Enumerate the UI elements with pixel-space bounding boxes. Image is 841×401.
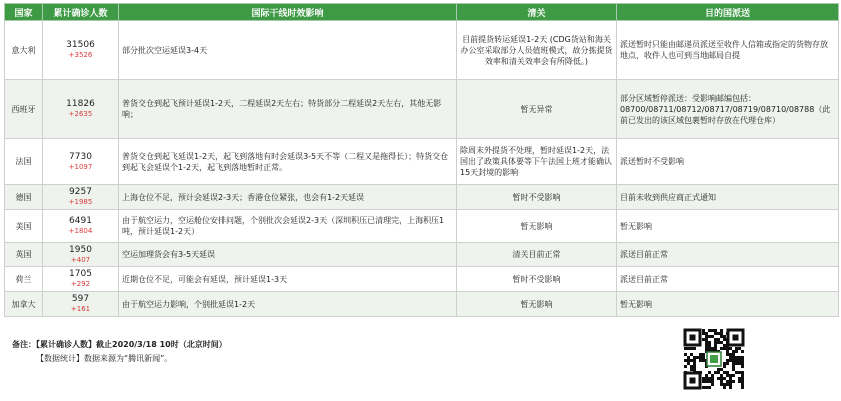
footnote-cases: 备注：【累计确诊人数】截止2020/3/18 10时（北京时间） xyxy=(12,340,227,349)
qr-module xyxy=(708,335,711,338)
qr-module xyxy=(729,359,732,362)
qr-module xyxy=(687,359,690,362)
qr-module xyxy=(720,368,723,371)
qr-module xyxy=(723,335,726,338)
new-cases: +407 xyxy=(70,255,91,264)
qr-module xyxy=(723,365,726,368)
qr-module xyxy=(708,344,711,347)
clearance-cell: 暂无异常 xyxy=(457,80,617,139)
table-row xyxy=(5,267,839,292)
impact-cell: 由于航空运力影响，个别批延误1-2天 xyxy=(119,292,457,317)
qr-module xyxy=(723,386,726,389)
qr-module xyxy=(711,383,714,386)
country-cell: 英国 xyxy=(5,243,43,267)
qr-module xyxy=(735,371,738,374)
header-country: 国家 xyxy=(5,4,43,21)
qr-module xyxy=(705,344,708,347)
qr-module xyxy=(708,377,711,380)
cases-cell xyxy=(43,185,119,210)
qr-module xyxy=(702,338,705,341)
qr-module xyxy=(690,353,693,356)
qr-module xyxy=(723,347,726,350)
qr-module xyxy=(726,347,729,350)
clearance-cell: 暂无影响 xyxy=(457,210,617,243)
qr-module xyxy=(696,371,699,374)
total-cases: 31506 xyxy=(66,40,95,50)
country-cell: 美国 xyxy=(5,210,43,243)
new-cases: +1097 xyxy=(68,162,93,171)
clearance-cell: 暂时不受影响 xyxy=(457,267,617,292)
new-cases: +1804 xyxy=(68,227,93,235)
qr-module xyxy=(732,368,735,371)
qr-module xyxy=(708,341,711,344)
delivery-cell: 部分区域暂停派送：受影响邮编包括：08700/08711/08712/08717/08719/08710/08788（此前已发出的该区域包裹暂时存放在代理仓库） xyxy=(617,80,839,139)
country-cell: 德国 xyxy=(5,185,43,210)
qr-module xyxy=(684,365,687,368)
qr-module xyxy=(684,359,687,362)
delivery-cell: 派送暂时不受影响 xyxy=(617,139,839,185)
qr-module xyxy=(705,374,708,377)
qr-module xyxy=(711,329,714,332)
qr-module xyxy=(720,377,723,380)
cases-cell xyxy=(43,21,119,80)
table-row xyxy=(5,243,839,267)
qr-module xyxy=(729,356,732,359)
qr-module xyxy=(714,347,717,350)
qr-module xyxy=(741,350,744,353)
qr-module xyxy=(708,329,711,332)
qr-module xyxy=(702,386,705,389)
clearance-cell: 目前提货转运延误1-2天 (CDG货站和海关办公室采取部分人员值班模式，故分拣提货效率和清关效率会有所降低。) xyxy=(457,21,617,80)
country-cell: 法国 xyxy=(5,139,43,185)
new-cases: +1985 xyxy=(68,198,93,206)
qr-module xyxy=(735,359,738,362)
country-cell: 西班牙 xyxy=(5,80,43,139)
qr-module xyxy=(738,380,741,383)
qr-module xyxy=(741,380,744,383)
impact-cell: 普货交仓到起飞预计延误1-2天，二程延误2天左右；特货部分二程延误2天左右，其他无影响； xyxy=(119,80,457,139)
qr-module xyxy=(714,371,717,374)
table-row xyxy=(5,210,839,243)
qr-module xyxy=(726,380,729,383)
qr-module xyxy=(726,374,729,377)
qr-module xyxy=(732,365,735,368)
qr-module xyxy=(732,359,735,362)
qr-module xyxy=(705,341,708,344)
qr-module xyxy=(741,377,744,380)
qr-module xyxy=(720,347,723,350)
qr-module xyxy=(732,350,735,353)
qr-module xyxy=(732,380,735,383)
qr-module xyxy=(723,338,726,341)
qr-module xyxy=(735,362,738,365)
table-row xyxy=(5,292,839,317)
table-row xyxy=(5,185,839,210)
qr-module xyxy=(687,362,690,365)
qr-module xyxy=(738,356,741,359)
qr-module xyxy=(717,368,720,371)
total-cases: 7730 xyxy=(69,151,92,162)
new-cases: +2635 xyxy=(68,110,93,118)
qr-module xyxy=(726,332,729,335)
qr-module xyxy=(693,347,696,350)
qr-module xyxy=(726,350,729,353)
qr-module xyxy=(708,386,711,389)
qr-module xyxy=(708,380,711,383)
header-delivery: 目的国派送 xyxy=(617,4,839,21)
header-impact: 国际干线时效影响 xyxy=(119,4,457,21)
new-cases: +3526 xyxy=(68,51,93,59)
qr-module xyxy=(702,359,705,362)
qr-module xyxy=(705,338,708,341)
qr-module xyxy=(720,329,723,332)
qr-module xyxy=(714,338,717,341)
qr-module xyxy=(726,344,729,347)
qr-module xyxy=(705,386,708,389)
delivery-cell: 暂无影响 xyxy=(617,210,839,243)
total-cases: 11826 xyxy=(66,99,95,109)
qr-module xyxy=(705,332,708,335)
qr-module xyxy=(738,347,741,350)
impact-cell: 近期仓位不足，可能会有延误，预计延误1-3天 xyxy=(119,267,457,292)
country-cell: 荷兰 xyxy=(5,267,43,292)
qr-module xyxy=(735,356,738,359)
qr-module xyxy=(711,380,714,383)
qr-module xyxy=(720,374,723,377)
table-row xyxy=(5,21,839,80)
impact-cell: 普货交仓到起飞延误1-2天，起飞到落地有时会延误3-5天不等（二程又是拖得长）；特货交仓到起飞会延误个1-2天，起飞到落地暂时正常。 xyxy=(119,139,457,185)
qr-module xyxy=(684,353,687,356)
qr-module xyxy=(723,344,726,347)
qr-module xyxy=(693,362,696,365)
qr-module xyxy=(729,374,732,377)
delivery-cell: 暂无影响 xyxy=(617,292,839,317)
qr-module xyxy=(741,365,744,368)
total-cases: 1950 xyxy=(69,244,92,255)
delivery-cell: 派送目前正常 xyxy=(617,267,839,292)
impact-cell: 部分批次空运延误3-4天 xyxy=(119,21,457,80)
qr-module xyxy=(687,356,690,359)
total-cases: 6491 xyxy=(69,216,92,226)
qr-module xyxy=(720,341,723,344)
qr-module xyxy=(741,386,744,389)
qr-module xyxy=(726,341,729,344)
qr-module xyxy=(726,362,729,365)
qr-module xyxy=(720,383,723,386)
qr-module xyxy=(735,350,738,353)
qr-module xyxy=(699,356,702,359)
qr-module xyxy=(741,371,744,374)
cases-cell xyxy=(43,80,119,139)
qr-module xyxy=(720,332,723,335)
qr-module xyxy=(717,377,720,380)
qr-module xyxy=(714,341,717,344)
qr-module xyxy=(702,353,705,356)
delivery-cell: 派送暂时只能由邮递员派送至收件人信箱或指定的货物存放地点，收件人也可到当地邮局自提 xyxy=(617,21,839,80)
qr-module xyxy=(726,359,729,362)
new-cases: +292 xyxy=(70,280,91,288)
qr-module xyxy=(696,356,699,359)
qr-module xyxy=(741,359,744,362)
table-row xyxy=(5,80,839,139)
qr-module xyxy=(729,347,732,350)
qr-module xyxy=(699,371,702,374)
qr-module xyxy=(729,377,732,380)
qr-module xyxy=(711,335,714,338)
qr-module xyxy=(729,383,732,386)
qr-module xyxy=(720,380,723,383)
new-cases: +161 xyxy=(70,305,91,313)
qr-code-icon xyxy=(683,328,745,390)
qr-module xyxy=(717,338,720,341)
qr-module xyxy=(726,353,729,356)
cases-cell xyxy=(43,292,119,317)
qr-module xyxy=(693,365,696,368)
qr-module xyxy=(705,380,708,383)
impact-cell: 上海仓位不足，预计会延误2-3天；香港仓位紧张，也会有1-2天延误 xyxy=(119,185,457,210)
qr-module xyxy=(717,341,720,344)
qr-module xyxy=(711,377,714,380)
qr-module xyxy=(693,356,696,359)
qr-module xyxy=(723,383,726,386)
qr-module xyxy=(699,353,702,356)
qr-module xyxy=(690,365,693,368)
cases-cell xyxy=(43,267,119,292)
qr-module xyxy=(702,356,705,359)
qr-module xyxy=(705,335,708,338)
impact-cell: 空运加理货会有3-5天延误 xyxy=(119,243,457,267)
qr-module xyxy=(729,353,732,356)
impact-cell: 由于航空运力，空运舱位安排问题，个别批次会延误2-3天（深圳积压已清理完，上海积压1吨，预计延误1-2天） xyxy=(119,210,457,243)
qr-module xyxy=(726,338,729,341)
qr-module xyxy=(708,371,711,374)
qr-module xyxy=(690,368,693,371)
header-row xyxy=(5,4,839,21)
cases-cell xyxy=(43,210,119,243)
qr-module xyxy=(729,380,732,383)
qr-module xyxy=(702,377,705,380)
qr-module xyxy=(741,383,744,386)
clearance-cell: 清关目前正常 xyxy=(457,243,617,267)
clearance-cell: 暂无影响 xyxy=(457,292,617,317)
qr-module xyxy=(690,359,693,362)
qr-module xyxy=(705,377,708,380)
qr-module xyxy=(738,371,741,374)
qr-module xyxy=(705,347,708,350)
qr-module xyxy=(738,359,741,362)
qr-module xyxy=(708,347,711,350)
cases-cell xyxy=(43,243,119,267)
logistics-impact-table xyxy=(4,3,839,317)
footer-notes xyxy=(12,338,652,366)
qr-module xyxy=(720,335,723,338)
delivery-cell: 目前未收到供应商正式通知 xyxy=(617,185,839,210)
qr-module xyxy=(702,329,705,332)
qr-module xyxy=(741,374,744,377)
cases-cell xyxy=(43,139,119,185)
qr-module xyxy=(741,362,744,365)
qr-module xyxy=(717,371,720,374)
total-cases: 9257 xyxy=(69,187,92,197)
country-cell: 意大利 xyxy=(5,21,43,80)
qr-module xyxy=(714,332,717,335)
qr-module xyxy=(702,332,705,335)
qr-module xyxy=(711,374,714,377)
qr-module xyxy=(714,329,717,332)
qr-module xyxy=(693,368,696,371)
clearance-cell: 除周末外提货不处理，暂时延误1-2天，法国出了政策具体要等下午法国上班才能确认15天封境的影响 xyxy=(457,139,617,185)
table-row xyxy=(5,139,839,185)
qr-module xyxy=(714,344,717,347)
qr-module xyxy=(741,356,744,359)
qr-module xyxy=(717,332,720,335)
qr-module xyxy=(690,347,693,350)
total-cases: 1705 xyxy=(69,269,92,279)
qr-module xyxy=(723,371,726,374)
qr-module xyxy=(723,377,726,380)
qr-module xyxy=(702,380,705,383)
qr-module xyxy=(684,371,687,374)
qr-module xyxy=(687,347,690,350)
qr-module xyxy=(735,347,738,350)
qr-module xyxy=(738,362,741,365)
qr-module xyxy=(738,377,741,380)
delivery-cell: 派送目前正常 xyxy=(617,243,839,267)
country-cell: 加拿大 xyxy=(5,292,43,317)
header-cases: 累计确诊人数 xyxy=(43,4,119,21)
total-cases: 597 xyxy=(71,294,90,304)
qr-module xyxy=(693,359,696,362)
qr-module xyxy=(711,347,714,350)
qr-module xyxy=(732,353,735,356)
header-clearance: 清关 xyxy=(457,4,617,21)
qr-module xyxy=(723,362,726,365)
qr-module xyxy=(732,374,735,377)
qr-module xyxy=(732,362,735,365)
qr-module xyxy=(693,371,696,374)
qr-module xyxy=(684,347,687,350)
qr-module xyxy=(729,386,732,389)
qr-module xyxy=(726,383,729,386)
qr-module xyxy=(699,359,702,362)
footnote-source: 【数据统计】数据来源为“腾讯新闻”。 xyxy=(36,354,173,363)
qr-module xyxy=(726,371,729,374)
qr-module xyxy=(732,356,735,359)
clearance-cell: 暂时不受影响 xyxy=(457,185,617,210)
